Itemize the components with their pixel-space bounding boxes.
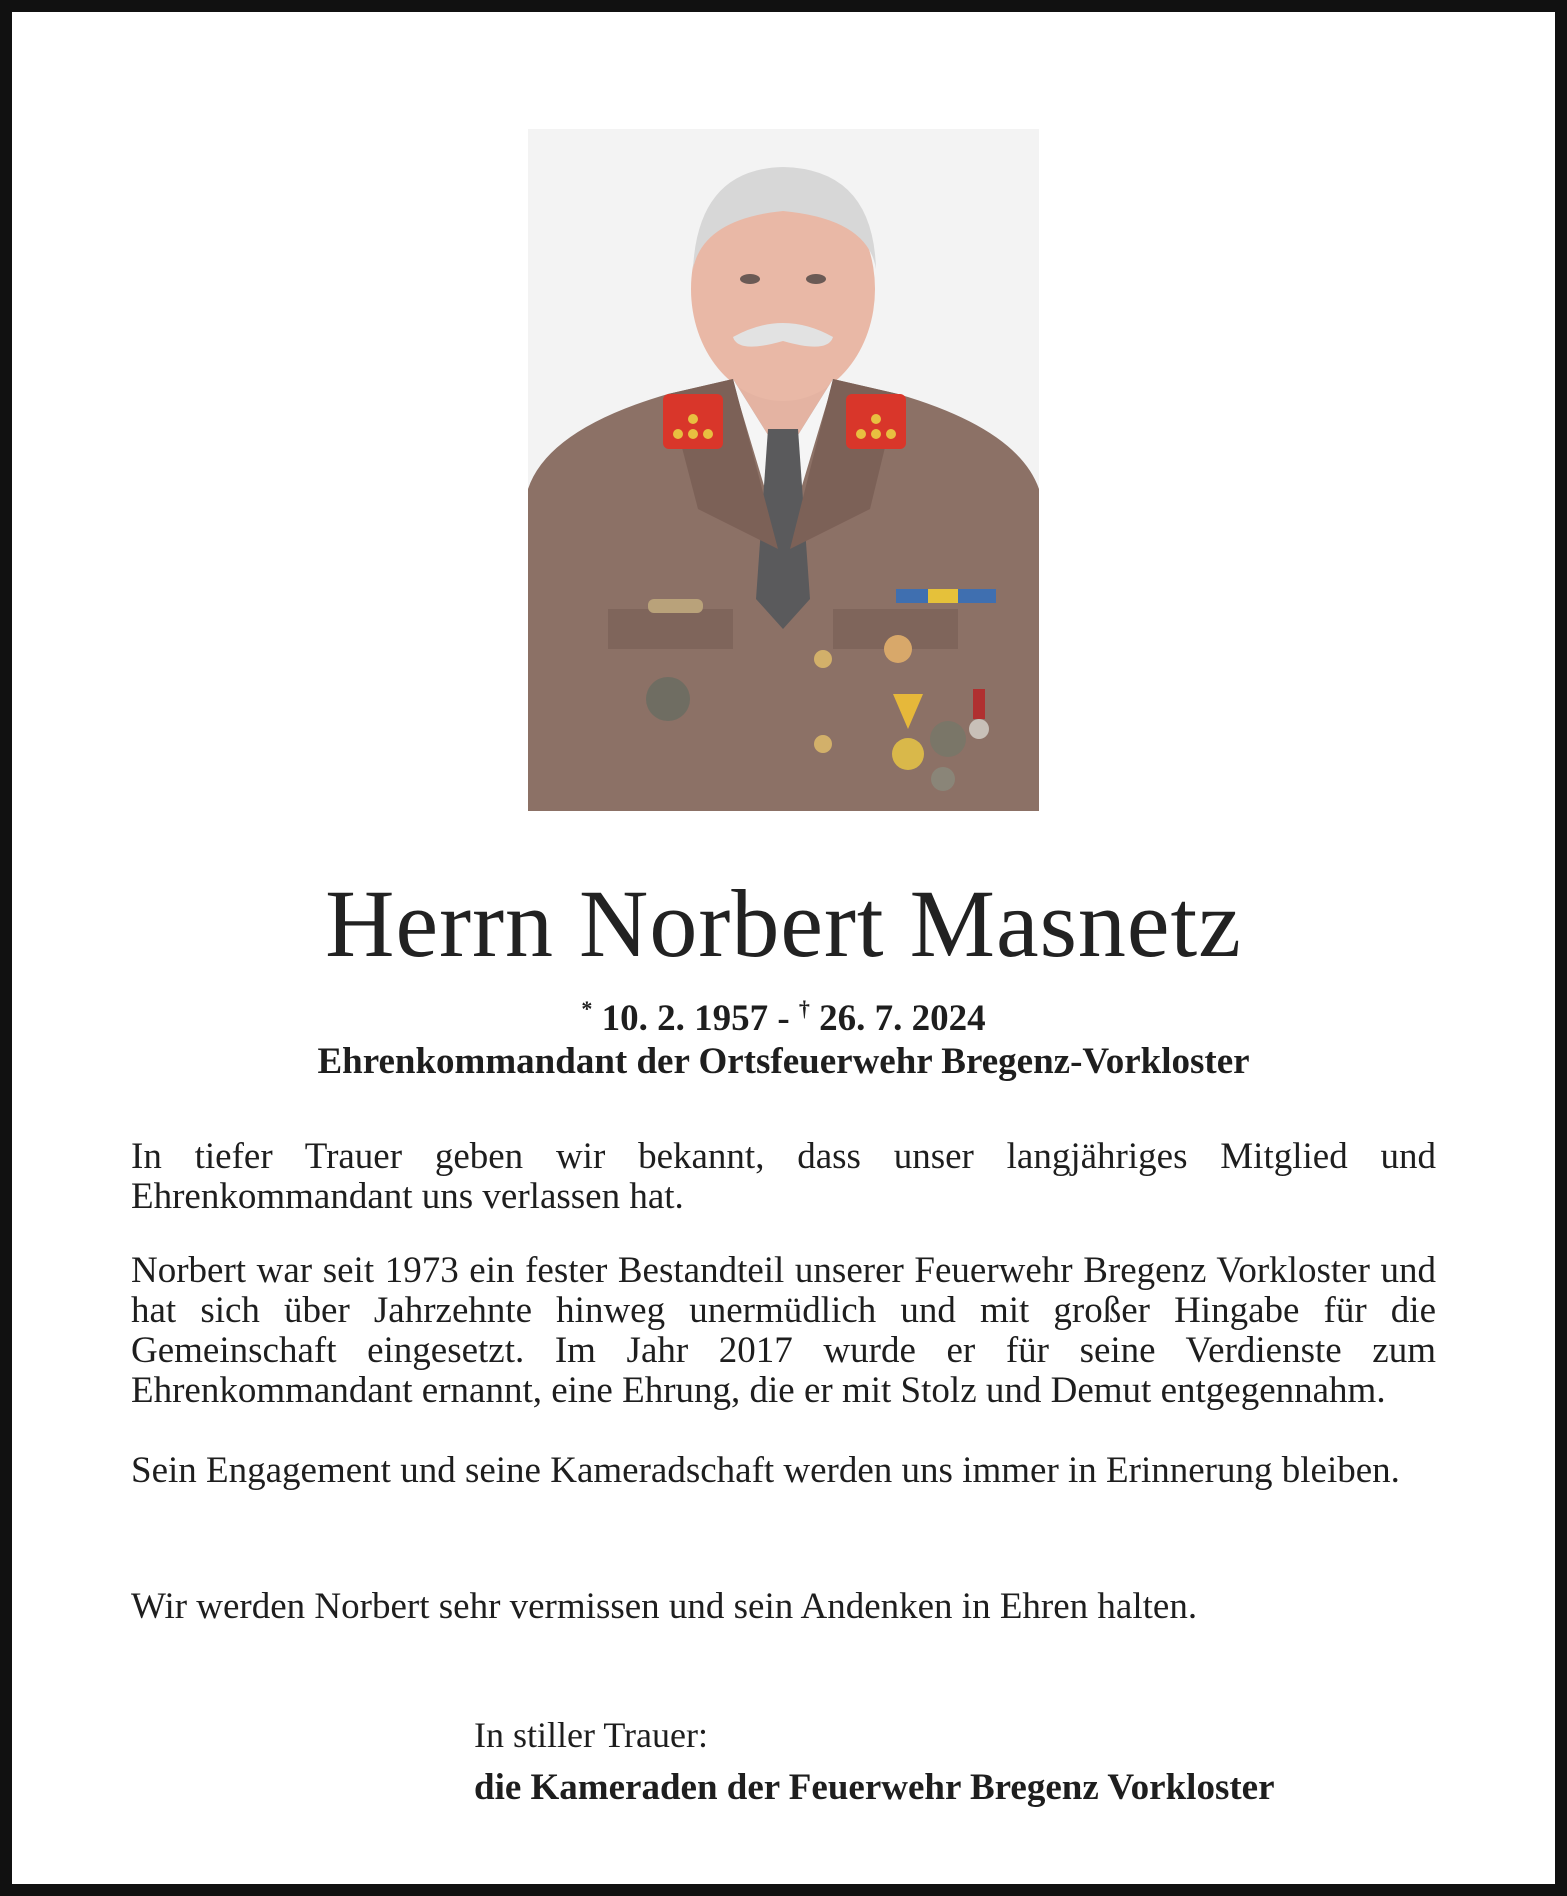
paragraph-announcement: In tiefer Trauer geben wir bekannt, dass unser langjähriges Mitglied und Ehrenkommandant uns verlassen hat. [131, 1136, 1436, 1217]
signature-intro: In stiller Trauer: [474, 1715, 708, 1755]
birth-date: 10. 2. 1957 [601, 998, 769, 1039]
honorary-title: Ehrenkommandant der Ortsfeuerwehr Bregenz-Vorkloster [317, 1041, 1250, 1082]
portrait-photo [528, 129, 1039, 811]
paragraph-farewell: Wir werden Norbert sehr vermissen und sein Andenken in Ehren halten. [131, 1586, 1198, 1627]
portrait-illustration [528, 129, 1039, 811]
death-date: 26. 7. 2024 [819, 998, 986, 1039]
paragraph-biography: Norbert war seit 1973 ein fester Bestandteil unserer Feuerwehr Bregenz Vorkloster und hat sich über Jahrzehnte hinweg unermüdlich und mit großer Hingabe für die Gemeinschaft eingesetzt. Im Jahr 2017 wurde er für seine Verdienste zum Ehrenkommandant ernannt, eine Ehrung, die er mit Stolz und Demut entgegennahm. [131, 1250, 1436, 1411]
life-dates [0, 996, 1567, 1040]
date-separator: - [768, 998, 799, 1039]
death-symbol: † [798, 996, 810, 1021]
deceased-name: Herrn Norbert Masnetz [325, 870, 1242, 977]
signature-name: die Kameraden der Feuerwehr Bregenz Vorkloster [474, 1767, 1275, 1808]
paragraph-remembrance: Sein Engagement und seine Kameradschaft werden uns immer in Erinnerung bleiben. [131, 1450, 1400, 1491]
birth-symbol: * [581, 996, 593, 1021]
